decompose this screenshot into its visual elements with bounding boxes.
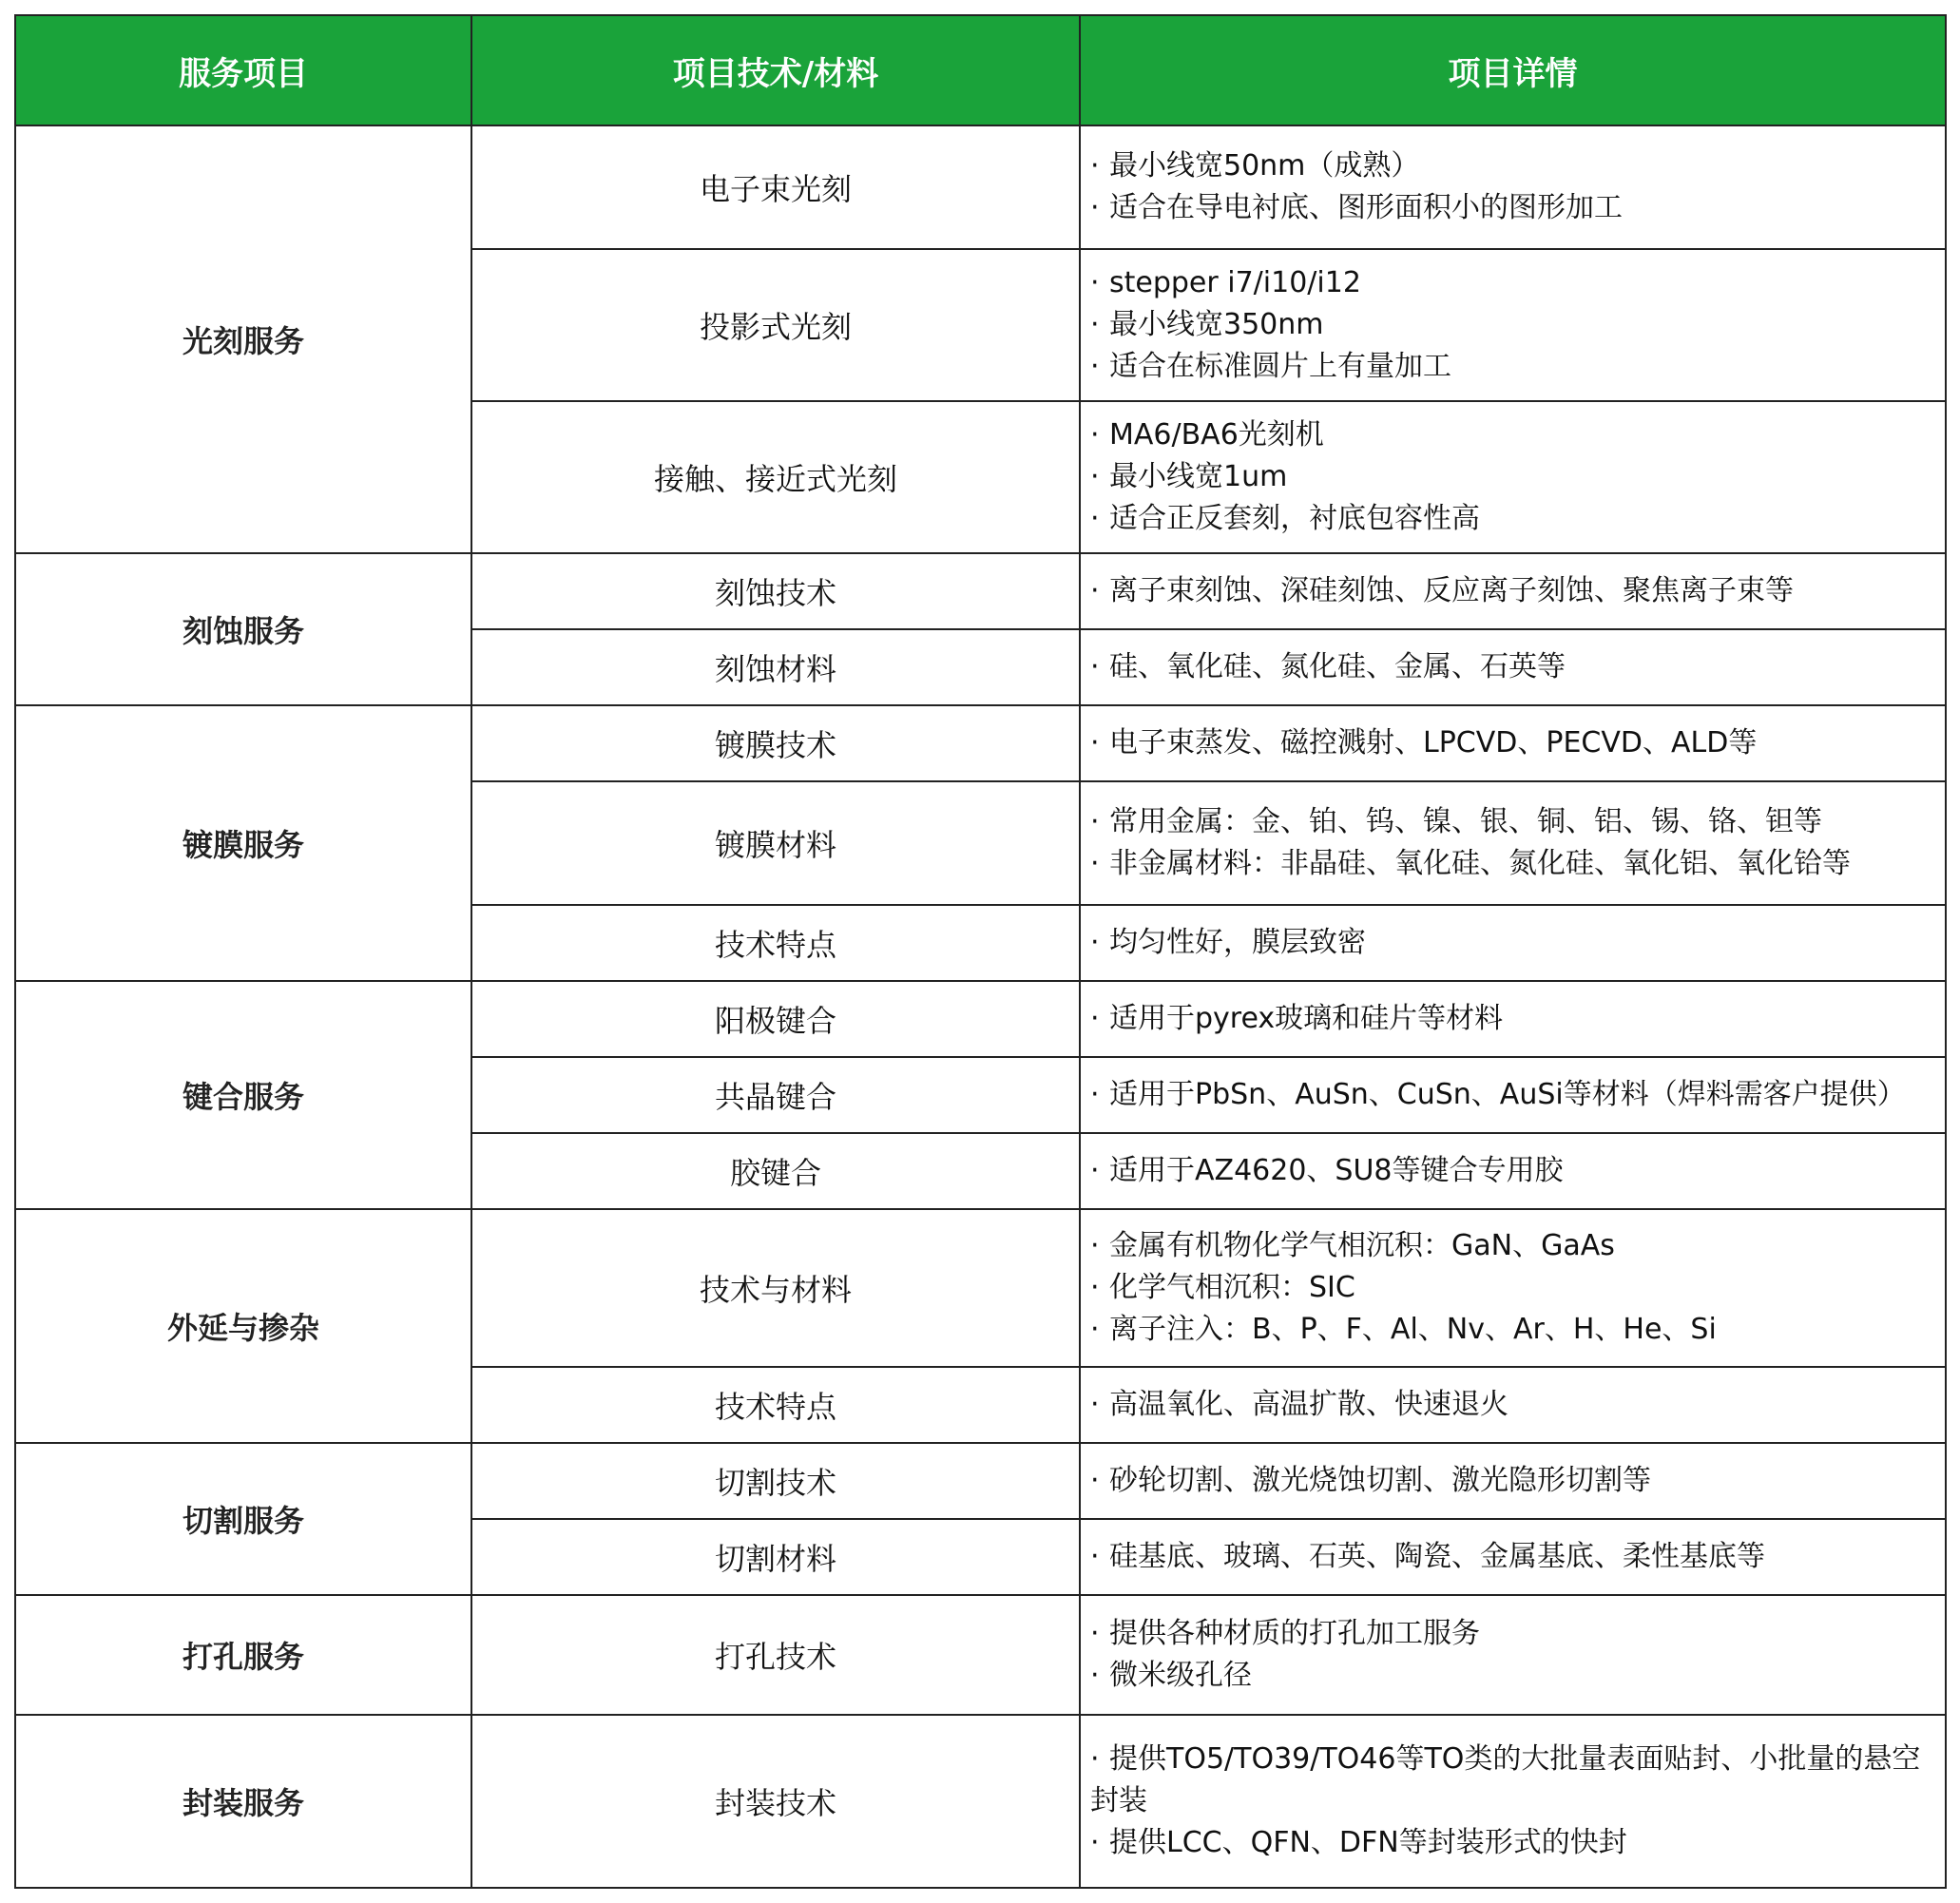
detail-cell	[1080, 401, 1946, 553]
detail-line: · 最小线宽350nm	[1090, 308, 1324, 341]
detail-cell	[1080, 1057, 1946, 1133]
detail-line: · 微米级孔径	[1090, 1659, 1252, 1692]
tech-cell: 刻蚀材料	[471, 629, 1080, 705]
detail-line: · 适合在导电衬底、图形面积小的图形加工	[1090, 191, 1623, 224]
detail-line: · 均匀性好，膜层致密	[1090, 926, 1366, 959]
tech-cell: 胶键合	[471, 1133, 1080, 1209]
table-row	[15, 1595, 1946, 1715]
detail-line: · 金属有机物化学气相沉积：GaN、GaAs	[1090, 1229, 1615, 1262]
table-row	[15, 1209, 1946, 1367]
detail-line: · 提供各种材质的打孔加工服务	[1090, 1617, 1480, 1650]
tech-cell: 接触、接近式光刻	[471, 401, 1080, 553]
table-row	[15, 1443, 1946, 1519]
category-cell: 封装服务	[15, 1715, 471, 1888]
header-tech-material: 项目技术/材料	[471, 15, 1080, 125]
tech-cell: 技术与材料	[471, 1209, 1080, 1367]
detail-cell	[1080, 249, 1946, 401]
detail-cell	[1080, 905, 1946, 981]
detail-line: · 适用于PbSn、AuSn、CuSn、AuSi等材料（焊料需客户提供）	[1090, 1078, 1906, 1111]
detail-cell	[1080, 1715, 1946, 1888]
detail-cell	[1080, 125, 1946, 249]
category-cell: 光刻服务	[15, 125, 471, 553]
detail-line: · 硅基底、玻璃、石英、陶瓷、金属基底、柔性基底等	[1090, 1540, 1765, 1573]
detail-line: · 电子束蒸发、磁控溅射、LPCVD、PECVD、ALD等	[1090, 726, 1758, 759]
detail-line: · 常用金属：金、铂、钨、镍、银、铜、铝、锡、铬、钽等	[1090, 805, 1822, 838]
header-details: 项目详情	[1080, 15, 1946, 125]
tech-cell: 电子束光刻	[471, 125, 1080, 249]
category-cell: 打孔服务	[15, 1595, 471, 1715]
tech-cell: 打孔技术	[471, 1595, 1080, 1715]
detail-cell	[1080, 553, 1946, 629]
header-service-item: 服务项目	[15, 15, 471, 125]
detail-line: · 最小线宽50nm（成熟）	[1090, 149, 1420, 183]
table-row	[15, 1715, 1946, 1888]
category-cell: 切割服务	[15, 1443, 471, 1595]
detail-cell	[1080, 1209, 1946, 1367]
tech-cell: 技术特点	[471, 1367, 1080, 1443]
detail-line: · 砂轮切割、激光烧蚀切割、激光隐形切割等	[1090, 1464, 1651, 1497]
services-table-container	[14, 14, 1947, 1889]
detail-cell	[1080, 981, 1946, 1057]
tech-cell: 阳极键合	[471, 981, 1080, 1057]
services-table	[14, 14, 1947, 1889]
category-cell: 外延与掺杂	[15, 1209, 471, 1443]
detail-cell	[1080, 1443, 1946, 1519]
table-row	[15, 125, 1946, 249]
tech-cell: 刻蚀技术	[471, 553, 1080, 629]
category-cell: 刻蚀服务	[15, 553, 471, 705]
detail-line: · stepper i7/i10/i12	[1090, 266, 1361, 299]
tech-cell: 投影式光刻	[471, 249, 1080, 401]
tech-cell: 镀膜材料	[471, 781, 1080, 905]
detail-line: · 离子注入：B、P、F、Al、Nv、Ar、H、He、Si	[1090, 1313, 1717, 1346]
table-row	[15, 981, 1946, 1057]
category-cell: 键合服务	[15, 981, 471, 1209]
tech-cell: 封装技术	[471, 1715, 1080, 1888]
tech-cell: 技术特点	[471, 905, 1080, 981]
detail-line: · MA6/BA6光刻机	[1090, 418, 1324, 452]
detail-line: · 适合正反套刻，衬底包容性高	[1090, 502, 1480, 535]
detail-cell	[1080, 1595, 1946, 1715]
detail-cell	[1080, 1133, 1946, 1209]
table-row	[15, 553, 1946, 629]
detail-line: · 适用于AZ4620、SU8等键合专用胶	[1090, 1154, 1564, 1187]
detail-cell	[1080, 629, 1946, 705]
detail-line: · 非金属材料：非晶硅、氧化硅、氮化硅、氧化铝、氧化铪等	[1090, 847, 1851, 880]
tech-cell: 共晶键合	[471, 1057, 1080, 1133]
detail-line: · 化学气相沉积：SIC	[1090, 1271, 1355, 1304]
detail-cell	[1080, 1367, 1946, 1443]
detail-line: · 离子束刻蚀、深硅刻蚀、反应离子刻蚀、聚焦离子束等	[1090, 574, 1794, 607]
detail-line: · 硅、氧化硅、氮化硅、金属、石英等	[1090, 650, 1566, 683]
detail-line: · 提供LCC、QFN、DFN等封装形式的快封	[1090, 1826, 1627, 1859]
detail-cell	[1080, 1519, 1946, 1595]
detail-cell	[1080, 705, 1946, 781]
detail-cell	[1080, 781, 1946, 905]
detail-line: · 适合在标准圆片上有量加工	[1090, 350, 1451, 383]
detail-line: · 高温氧化、高温扩散、快速退火	[1090, 1388, 1508, 1421]
detail-line: · 最小线宽1um	[1090, 460, 1288, 493]
category-cell: 镀膜服务	[15, 705, 471, 981]
tech-cell: 镀膜技术	[471, 705, 1080, 781]
detail-line: · 适用于pyrex玻璃和硅片等材料	[1090, 1002, 1504, 1035]
tech-cell: 切割技术	[471, 1443, 1080, 1519]
detail-line: · 提供TO5/TO39/TO46等TO类的大批量表面贴封、小批量的悬空封装	[1090, 1742, 1921, 1817]
table-row	[15, 705, 1946, 781]
table-header-row	[15, 15, 1946, 125]
tech-cell: 切割材料	[471, 1519, 1080, 1595]
